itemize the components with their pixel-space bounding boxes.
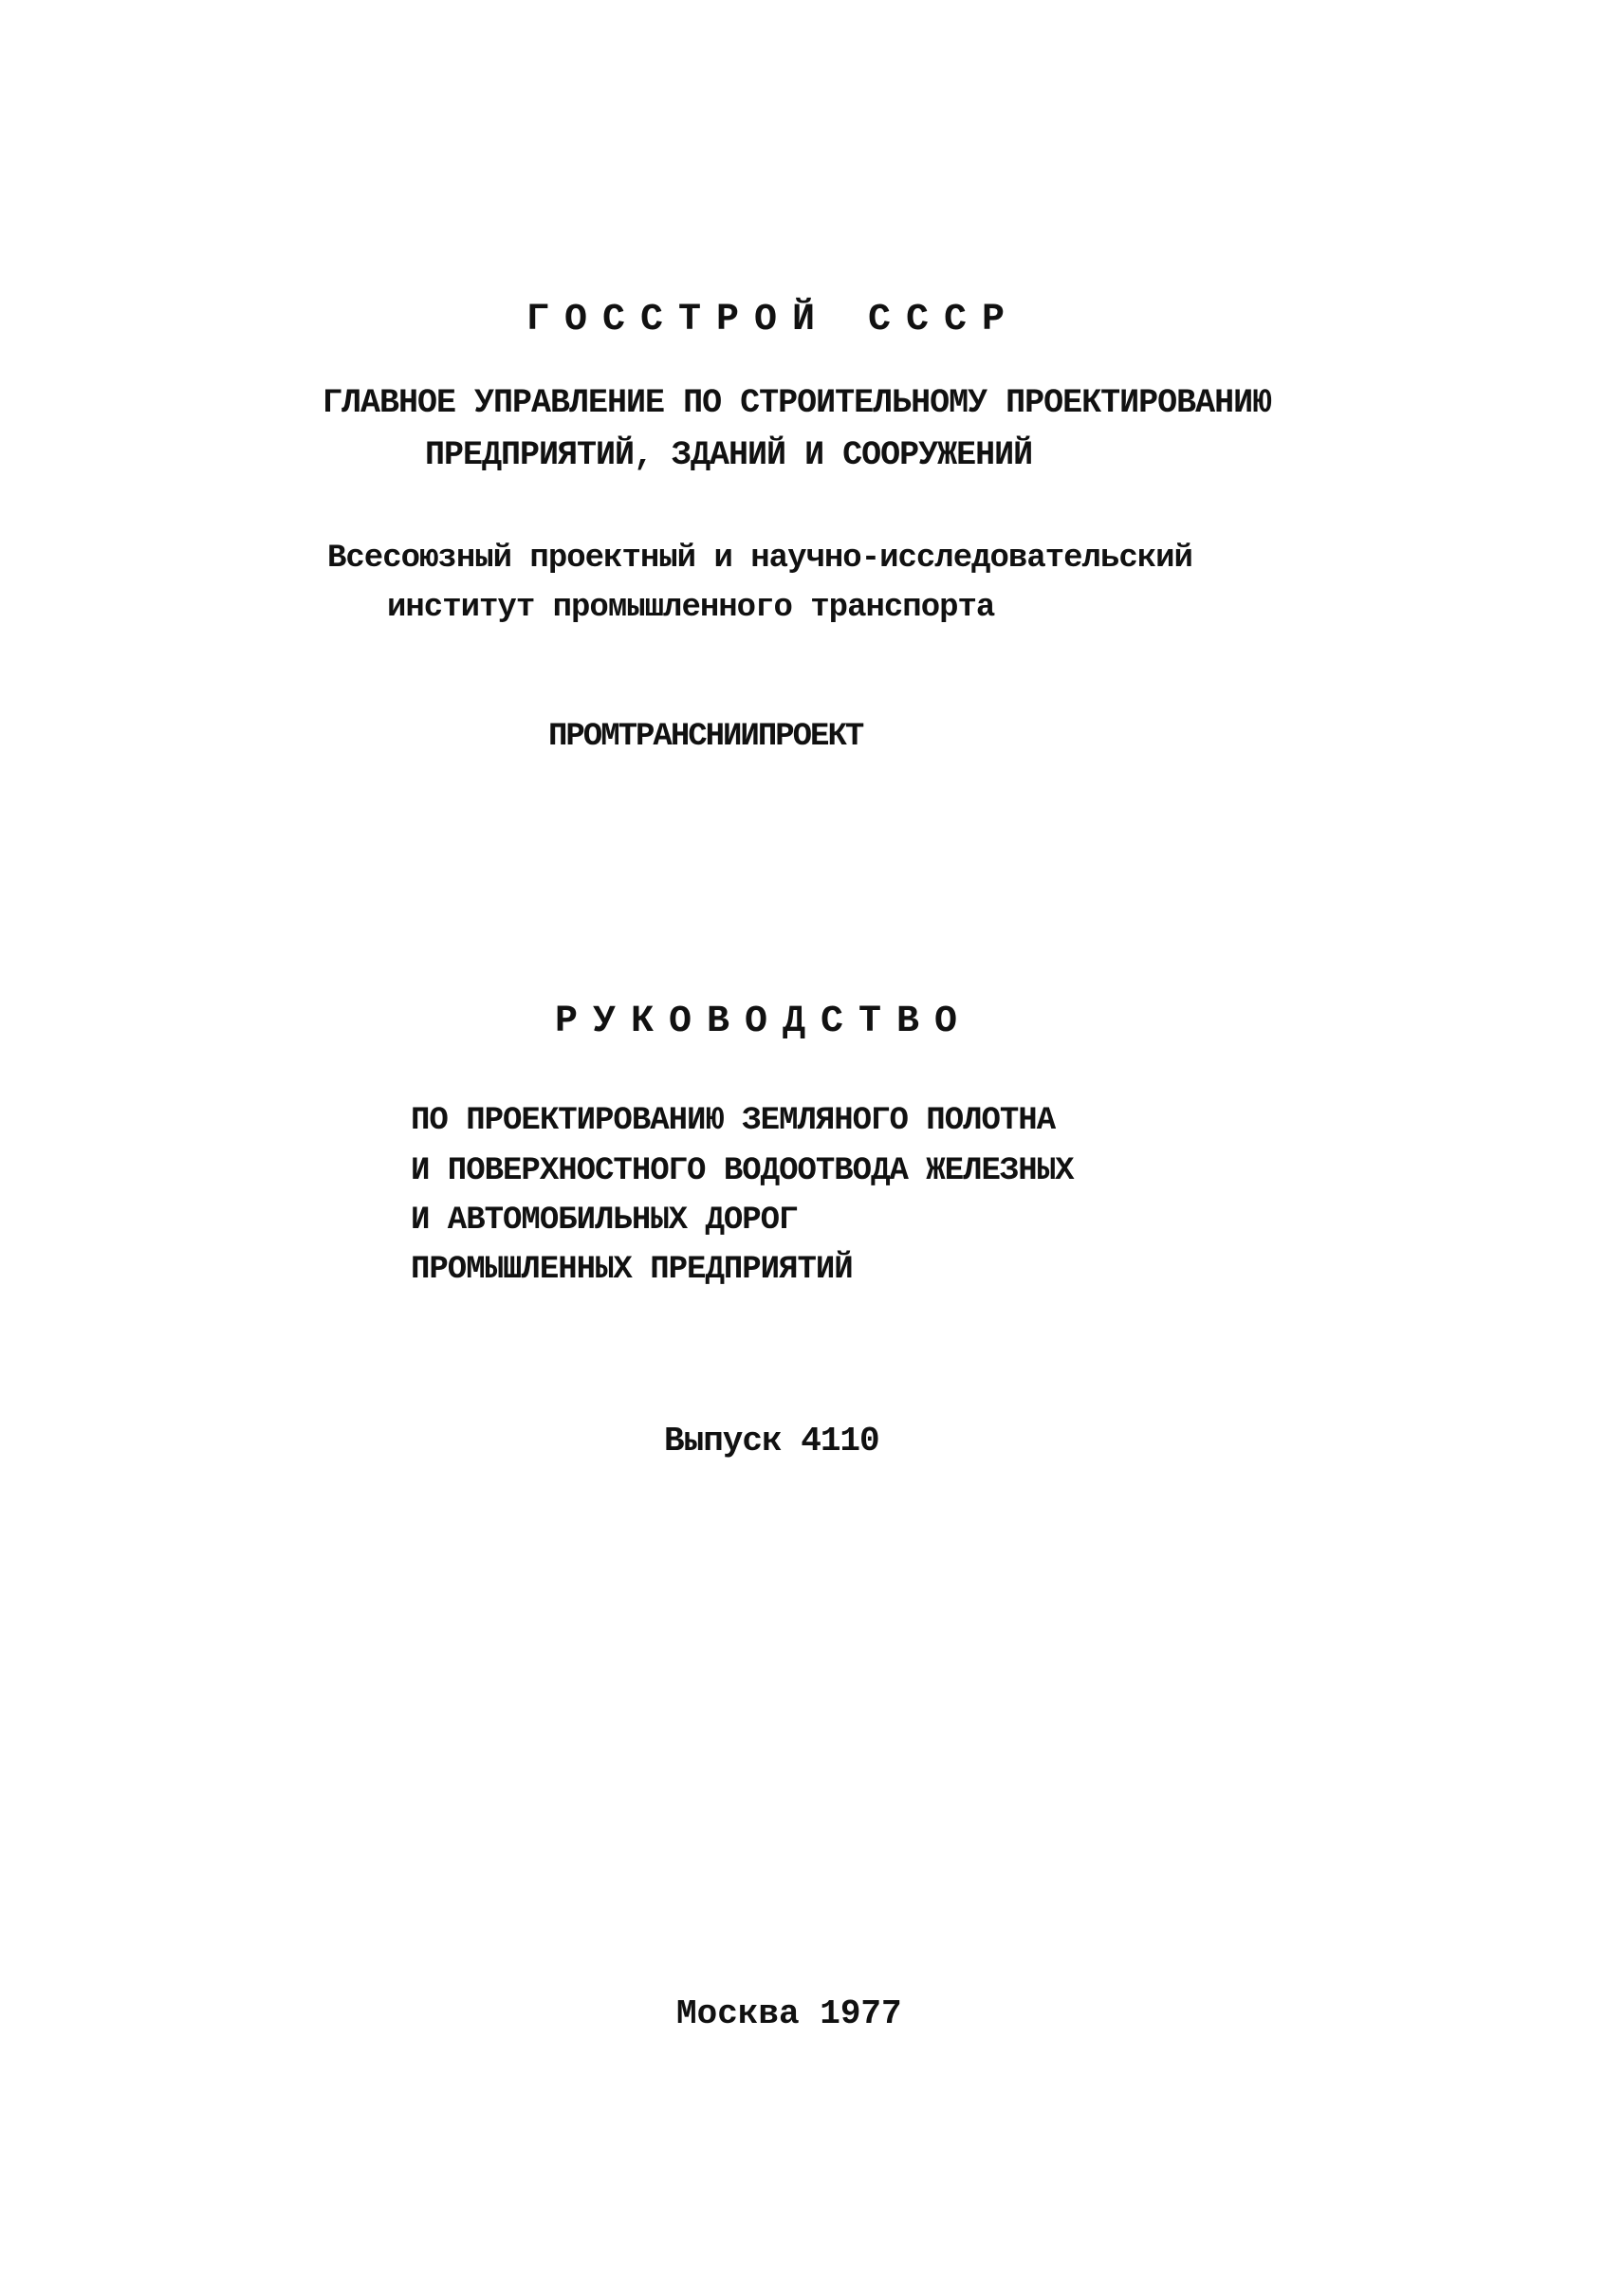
subtitle-line-4: ПРОМЫШЛЕННЫХ ПРЕДПРИЯТИЙ <box>411 1252 853 1288</box>
subtitle-line-3: И АВТОМОБИЛЬНЫХ ДОРОГ <box>411 1203 798 1239</box>
institute-line-2: институт промышленного транспорта <box>387 590 995 626</box>
issue-number: Выпуск 4110 <box>664 1422 879 1460</box>
city-year: Москва 1977 <box>676 1994 902 2033</box>
department-line-2: ПРЕДПРИЯТИЙ, ЗДАНИЙ И СООРУЖЕНИЙ <box>425 436 1033 474</box>
institute-abbreviation: ПРОМТРАНСНИИПРОЕКТ <box>548 719 863 755</box>
document-title: РУКОВОДСТВО <box>555 1001 973 1043</box>
subtitle-line-2: И ПОВЕРХНОСТНОГО ВОДООТВОДА ЖЕЛЕЗНЫХ <box>411 1153 1074 1189</box>
department-line-1: ГЛАВНОЕ УПРАВЛЕНИЕ ПО СТРОИТЕЛЬНОМУ ПРОЕКТИРОВАНИЮ <box>323 384 1272 422</box>
institute-line-1: Всесоюзный проектный и научно-исследовательский <box>327 541 1192 577</box>
subtitle-line-1: ПО ПРОЕКТИРОВАНИЮ ЗЕМЛЯНОГО ПОЛОТНА <box>411 1103 1056 1139</box>
organization-title: ГОССТРОЙ СССР <box>526 299 1021 341</box>
